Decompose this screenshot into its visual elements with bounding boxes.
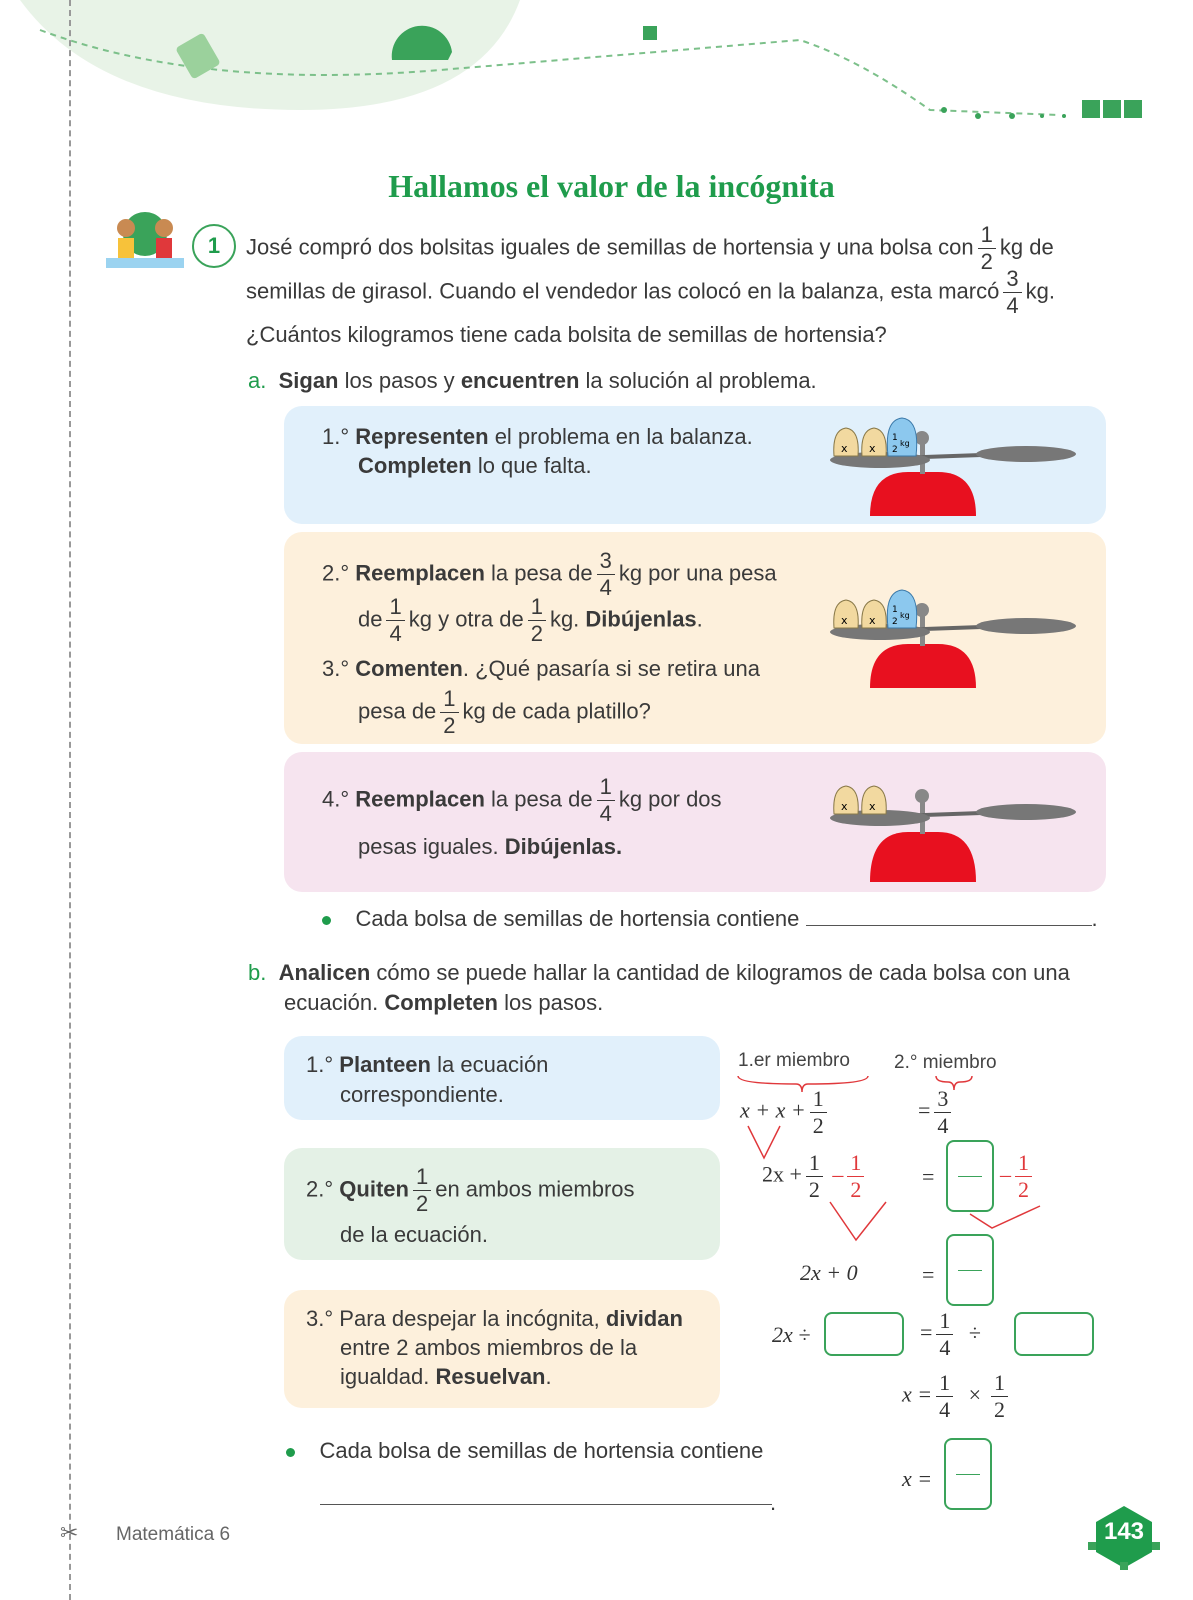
part-b-instruction: b. Analicen cómo se puede hallar la cantidad de kilogramos de cada bolsa con una ecuación. Completen los pasos. (248, 960, 1070, 1015)
scissors-icon: ✂ (60, 1520, 79, 1545)
cubes-icon (1082, 100, 1142, 118)
step-2-line-2: de $\frac{1}{4}$ kg y otra de $\frac{1}{2}$ kg. Dibújenlas. (358, 594, 703, 646)
answer-box-3[interactable] (946, 1234, 994, 1306)
svg-text:x: x (869, 800, 876, 813)
part-a-instruction: a. Sigan los pasos y encuentren la solución al problema. (248, 368, 817, 393)
svg-text:1: 1 (892, 605, 898, 615)
header-decoration (0, 0, 1193, 140)
balance-scale-1 (828, 412, 1088, 524)
svg-text:kg: kg (900, 611, 910, 620)
problem-line-1: José compró dos bolsitas iguales de semillas de hortensia y una bolsa con $\frac{1}{2}$ kg de (246, 222, 1054, 274)
svg-text:2: 2 (892, 617, 898, 627)
svg-text:2: 2 (892, 445, 898, 455)
book-name: Matemática 6 (116, 1524, 231, 1545)
balance-scale-2 (828, 584, 1088, 696)
svg-text:x: x (869, 442, 876, 455)
group-work-icon (104, 208, 186, 270)
step-3-line-2: pesa de $\frac{1}{2}$ kg de cada platillo? (358, 686, 651, 738)
b-step-2-line-1: 2.° Quiten $\frac{1}{2}$ en ambos miembros (306, 1164, 635, 1216)
answer-box-6[interactable] (944, 1438, 992, 1510)
eq-row-6-left: x = (902, 1466, 933, 1491)
member-2-label: 2.° miembro (894, 1052, 997, 1073)
b-step-1-text: 1.° Planteen la ecuación correspondiente. (306, 1052, 549, 1107)
part-b-answer: Cada bolsa de semillas de hortensia contiene (286, 1438, 763, 1464)
eq-row-4-left: 2x ÷ (772, 1322, 811, 1347)
page-title: Hallamos el valor de la incógnita (388, 168, 835, 204)
eq-row-5: x = $\frac{1}{4}$ × $\frac{1}{2}$ (902, 1372, 1012, 1421)
svg-text:1: 1 (892, 433, 898, 443)
problem-number: 1 (192, 224, 236, 268)
b-step-3-text: 3.° Para despejar la incógnita, dividan entre 2 ambos miembros de la igualdad. Resuelvan. (306, 1306, 683, 1389)
dots-decoration (941, 107, 1066, 119)
svg-text:x: x (841, 442, 848, 455)
step-2-line-1: 2.° Reemplacen la pesa de $\frac{3}{4}$ kg por una pesa (322, 548, 777, 600)
eq-row-3-equals: = (922, 1262, 935, 1287)
step-3-line-1: 3.° Comenten. ¿Qué pasaría si se retira una (322, 656, 760, 681)
eq-row-1-left: x + x + $\frac{1}{2}$ (740, 1088, 831, 1137)
eq-row-3-left: 2x + 0 (800, 1260, 858, 1285)
cube-icon (643, 26, 657, 40)
step-4-line-2: pesas iguales. Dibújenlas. (358, 834, 623, 859)
answer-box-4b[interactable] (1014, 1312, 1094, 1356)
svg-text:x: x (841, 800, 848, 813)
eq-row-2-right-sub: – $\frac{1}{2}$ (1000, 1152, 1036, 1201)
step-4-line-1: 4.° Reemplacen la pesa de $\frac{1}{4}$ kg por dos (322, 774, 722, 826)
eq-row-2-left: 2x + $\frac{1}{2}$ – $\frac{1}{2}$ (762, 1152, 868, 1201)
member-1-label: 1.er miembro (738, 1050, 850, 1071)
eq-row-2-equals: = (922, 1164, 935, 1189)
problem-line-3: ¿Cuántos kilogramos tiene cada bolsita de semillas de hortensia? (246, 322, 887, 347)
step-1-text: 1.° Representen el problema en la balanza. Completen lo que falta. (322, 424, 753, 478)
answer-blank[interactable] (806, 925, 1092, 926)
svg-text:kg: kg (900, 439, 910, 448)
answer-blank-b[interactable] (320, 1504, 772, 1505)
eq-row-1-right: = $\frac{3}{4}$ (918, 1088, 955, 1137)
part-a-answer: Cada bolsa de semillas de hortensia contiene . (322, 906, 1098, 932)
answer-period: . (770, 1490, 777, 1515)
eq-row-4-right: = $\frac{1}{4}$ ÷ (920, 1308, 981, 1360)
problem-line-2: semillas de girasol. Cuando el vendedor las colocó en la balanza, esta marcó $\frac{3}{4}$ kg. (246, 266, 1055, 318)
page-number: 143 (1103, 1518, 1145, 1545)
svg-text:x: x (841, 614, 848, 627)
b-step-2-line-2: de la ecuación. (340, 1222, 488, 1247)
balance-scale-3 (828, 770, 1088, 882)
svg-text:x: x (869, 614, 876, 627)
answer-box-4a[interactable] (824, 1312, 904, 1356)
cut-line (69, 0, 71, 1600)
